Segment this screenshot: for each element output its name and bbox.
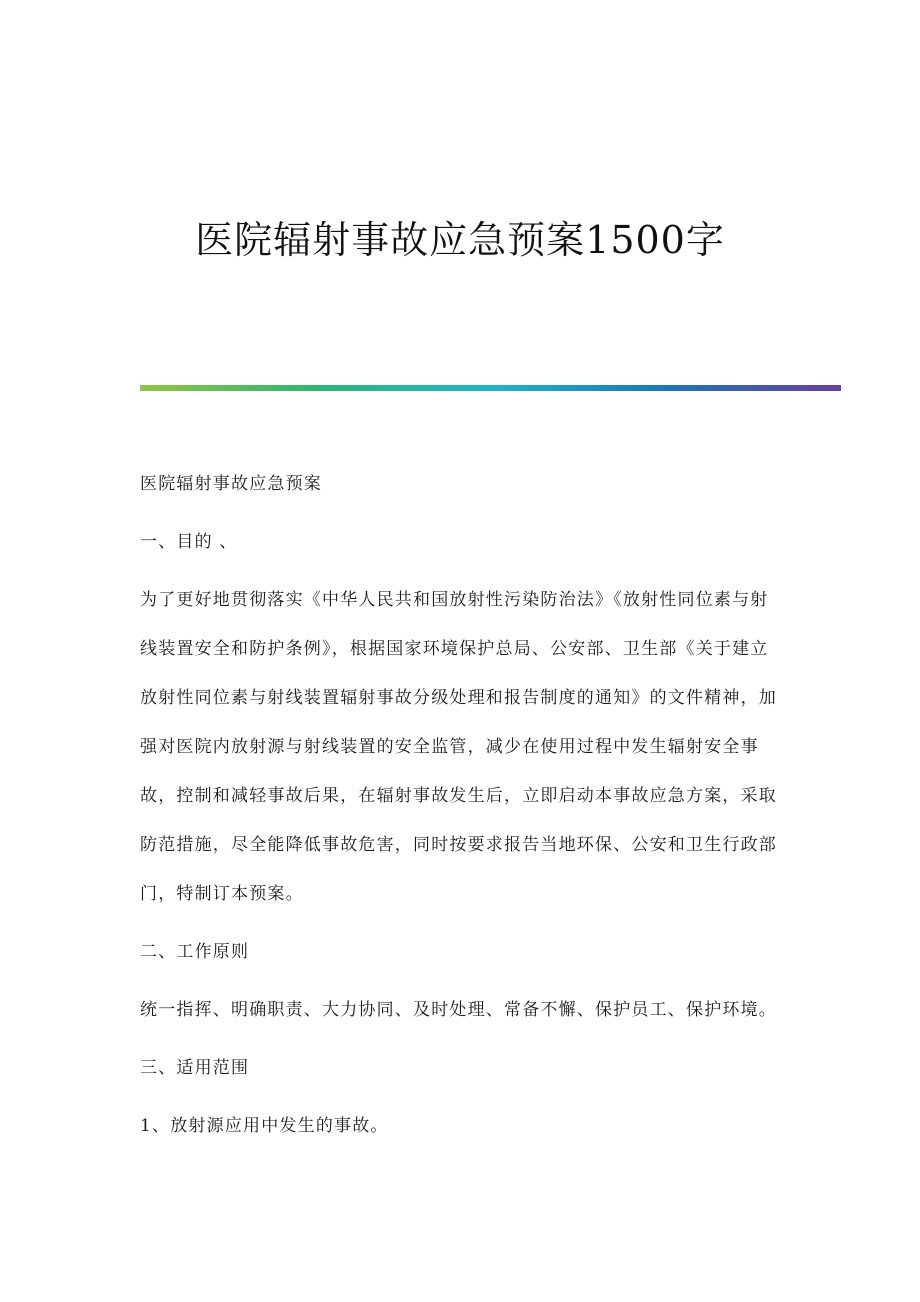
section-body-principles: 统一指挥、明确职责、大力协同、及时处理、常备不懈、保护员工、保护环境。 (140, 1000, 777, 1020)
document-body (140, 470, 780, 1170)
section-heading-purpose: 一、目的 、 (140, 532, 238, 552)
section-body-purpose: 为了更好地贯彻落实《中华人民共和国放射性污染防治法》《放射性同位素与射线装置安全和防护条例》，根据国家环境保护总局、公安部、卫生部《关于建立放射性同位素与射线装置辐射事故分级处理和报告制度的通知》的文件精神，加强对医院内放射源与射线装置的安全监管，减少在使用过程中发生辐射安全事故，控制和减轻事故后果，在辐射事故发生后，立即启动本事故应急方案，采取防范措施，尽全能降低事故危害，同时按要求报告当地环保、公安和卫生行政部门，特制订本预案。 (140, 590, 777, 904)
section-heading-scope: 三、适用范围 (140, 1058, 250, 1078)
gradient-divider (140, 385, 841, 391)
document-subtitle: 医院辐射事故应急预案 (140, 474, 322, 494)
document-title: 医院辐射事故应急预案1500字 (195, 218, 725, 262)
section-heading-principles: 二、工作原则 (140, 942, 250, 962)
scope-list-item: 1、放射源应用中发生的事故。 (140, 1116, 389, 1136)
